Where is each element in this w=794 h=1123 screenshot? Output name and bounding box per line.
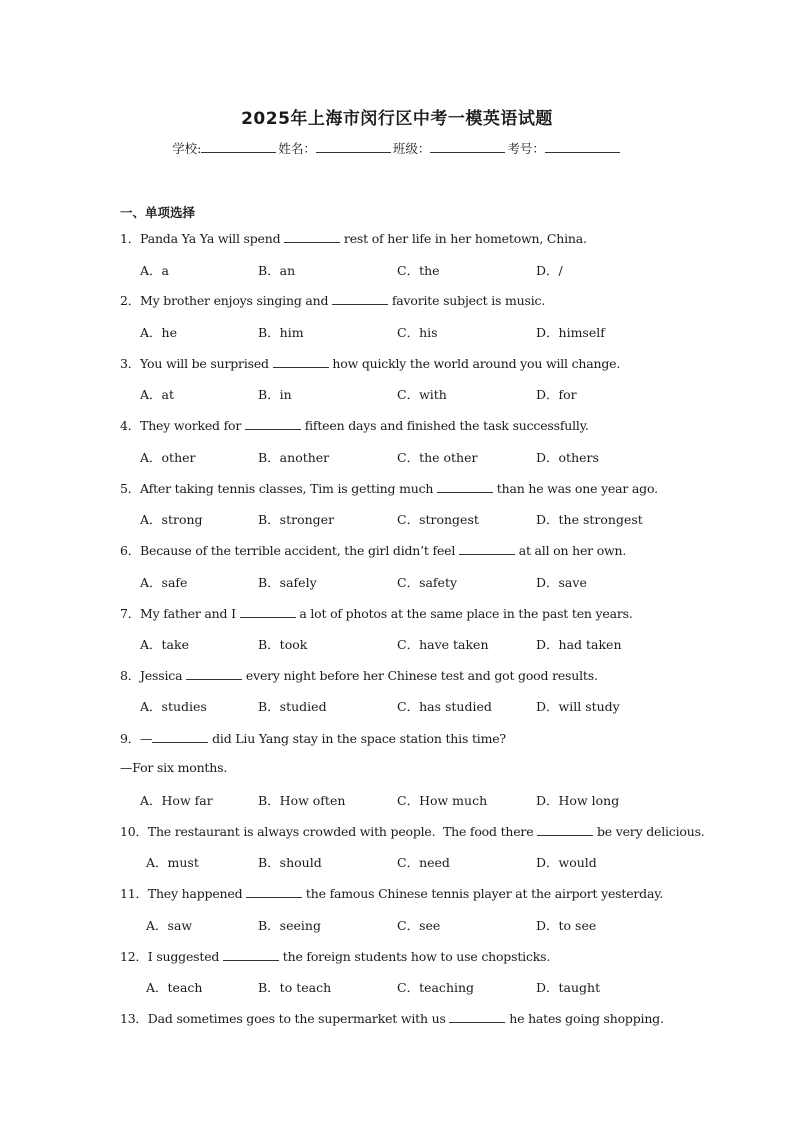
option-a: A．studies bbox=[140, 699, 207, 714]
question-7 bbox=[120, 604, 633, 622]
question-text-end: the foreign students how to use chopsticks. bbox=[279, 949, 551, 964]
option-c: C．have taken bbox=[397, 637, 489, 652]
option-a: A．must bbox=[146, 855, 199, 870]
options-row bbox=[0, 448, 794, 464]
question-13 bbox=[120, 1009, 664, 1027]
question-text-end: did Liu Yang stay in the space station this time? bbox=[208, 731, 506, 746]
answer-blank bbox=[186, 668, 242, 680]
question-text: 11．They happened bbox=[120, 886, 247, 901]
option-b: B．seeing bbox=[258, 918, 321, 933]
question-text: 5．After taking tennis classes, Tim is getting much bbox=[120, 481, 438, 496]
option-c: C．with bbox=[397, 387, 447, 402]
answer-blank bbox=[449, 1011, 505, 1023]
option-a: A．safe bbox=[140, 575, 188, 590]
section-title: 一、单项选择 bbox=[120, 205, 196, 220]
option-d: D．to see bbox=[536, 918, 597, 933]
page-title: 2025年上海市闵行区中考一模英语试题 bbox=[241, 109, 553, 129]
question-text-end: than he was one year ago. bbox=[493, 481, 658, 496]
question-text: 6．Because of the terrible accident, the girl didn’t feel bbox=[120, 543, 459, 558]
option-c: C．see bbox=[397, 918, 441, 933]
answer-blank bbox=[223, 949, 279, 961]
options-row bbox=[0, 573, 794, 589]
question-3 bbox=[120, 354, 620, 372]
class-blank bbox=[430, 140, 505, 153]
option-b: B．another bbox=[258, 450, 330, 465]
option-d: D．for bbox=[536, 387, 577, 402]
name-blank bbox=[316, 140, 391, 153]
answer-blank bbox=[240, 606, 296, 618]
answer-blank bbox=[537, 824, 593, 836]
options-row bbox=[0, 323, 794, 339]
option-c: C．need bbox=[397, 855, 450, 870]
option-a: A．strong bbox=[140, 512, 203, 527]
option-d: D．taught bbox=[536, 980, 601, 995]
question-1 bbox=[120, 229, 587, 247]
name-label: 姓名： bbox=[278, 141, 316, 156]
option-d: D．save bbox=[536, 575, 587, 590]
class-label: 班级： bbox=[392, 141, 431, 156]
option-a: A．a bbox=[140, 263, 169, 278]
options-row bbox=[0, 635, 794, 651]
option-b: B．stronger bbox=[258, 512, 335, 527]
options-row bbox=[0, 697, 794, 713]
option-b: B．to teach bbox=[258, 980, 332, 995]
option-a: A．other bbox=[140, 450, 196, 465]
option-b: B．studied bbox=[258, 699, 327, 714]
option-b: B．should bbox=[258, 855, 322, 870]
question-text-end: every night before her Chinese test and got good results. bbox=[242, 668, 598, 683]
exam-number-blank bbox=[545, 140, 620, 153]
options-row bbox=[0, 916, 794, 932]
question-10 bbox=[120, 822, 705, 840]
options-row bbox=[0, 510, 794, 526]
option-a: A．he bbox=[140, 325, 177, 340]
question-text: 9．— bbox=[120, 731, 153, 746]
option-b: B．took bbox=[258, 637, 308, 652]
answer-blank bbox=[273, 356, 329, 368]
question-text-end: favorite subject is music. bbox=[388, 293, 546, 308]
option-a: A．How far bbox=[140, 793, 213, 808]
option-d: D．How long bbox=[536, 793, 620, 808]
options-row bbox=[0, 978, 794, 994]
answer-blank bbox=[246, 886, 302, 898]
option-d: D．would bbox=[536, 855, 597, 870]
option-d: D．had taken bbox=[536, 637, 622, 652]
option-b: B．safely bbox=[258, 575, 317, 590]
option-b: B．him bbox=[258, 325, 304, 340]
option-a: A．teach bbox=[146, 980, 203, 995]
options-row bbox=[0, 385, 794, 401]
option-a: A．at bbox=[140, 387, 175, 402]
question-text: 13．Dad sometimes goes to the supermarket with us bbox=[120, 1011, 450, 1026]
question-text-end: at all on her own. bbox=[514, 543, 627, 558]
option-c: C．has studied bbox=[397, 699, 492, 714]
option-c: C．the bbox=[397, 263, 440, 278]
question-12 bbox=[120, 947, 550, 965]
school-label: 学校: bbox=[172, 141, 202, 156]
question-6 bbox=[120, 541, 626, 559]
question-text: 4．They worked for bbox=[120, 418, 245, 433]
question-text: 10．The restaurant is always crowded with people. The food there bbox=[120, 824, 538, 839]
option-d: D．others bbox=[536, 450, 599, 465]
option-c: C．strongest bbox=[397, 512, 479, 527]
option-b: B．in bbox=[258, 387, 292, 402]
question-response-line: —For six months. bbox=[120, 760, 228, 775]
student-info-line bbox=[0, 139, 794, 157]
options-row bbox=[0, 791, 794, 807]
answer-blank bbox=[284, 231, 340, 243]
answer-blank bbox=[332, 293, 388, 305]
option-d: D．himself bbox=[536, 325, 605, 340]
school-blank bbox=[201, 140, 276, 153]
question-text: 3．You will be surprised bbox=[120, 356, 273, 371]
question-text: 2．My brother enjoys singing and bbox=[120, 293, 333, 308]
question-9 bbox=[120, 729, 506, 747]
question-4 bbox=[120, 416, 589, 434]
question-text: 7．My father and I bbox=[120, 606, 240, 621]
question-5 bbox=[120, 479, 658, 497]
answer-blank bbox=[245, 418, 301, 430]
option-c: C．the other bbox=[397, 450, 478, 465]
options-row bbox=[0, 853, 794, 869]
question-text: 8．Jessica bbox=[120, 668, 187, 683]
question-text: 1．Panda Ya Ya will spend bbox=[120, 231, 285, 246]
question-text-end: a lot of photos at the same place in the past ten years. bbox=[295, 606, 633, 621]
exam-number-label: 考号： bbox=[507, 141, 545, 156]
option-c: C．safety bbox=[397, 575, 458, 590]
option-a: A．take bbox=[140, 637, 189, 652]
option-c: C．his bbox=[397, 325, 438, 340]
option-c: C．teaching bbox=[397, 980, 475, 995]
question-text-end: be very delicious. bbox=[593, 824, 705, 839]
option-c: C．How much bbox=[397, 793, 488, 808]
question-text: 12．I suggested bbox=[120, 949, 223, 964]
answer-blank bbox=[152, 731, 208, 743]
question-text-end: he hates going shopping. bbox=[505, 1011, 664, 1026]
option-d: D．the strongest bbox=[536, 512, 643, 527]
question-text-end: fifteen days and finished the task successfully. bbox=[300, 418, 589, 433]
question-8 bbox=[120, 666, 598, 684]
question-11 bbox=[120, 884, 663, 902]
question-text-end: how quickly the world around you will change. bbox=[328, 356, 621, 371]
option-d: D．will study bbox=[536, 699, 620, 714]
option-d: D．/ bbox=[536, 263, 563, 278]
question-text-end: rest of her life in her hometown, China. bbox=[340, 231, 587, 246]
question-2 bbox=[120, 291, 545, 309]
option-b: B．How often bbox=[258, 793, 346, 808]
options-row bbox=[0, 261, 794, 277]
answer-blank bbox=[459, 543, 515, 555]
question-text-end: the famous Chinese tennis player at the airport yesterday. bbox=[302, 886, 664, 901]
option-a: A．saw bbox=[146, 918, 193, 933]
option-b: B．an bbox=[258, 263, 296, 278]
answer-blank bbox=[437, 481, 493, 493]
